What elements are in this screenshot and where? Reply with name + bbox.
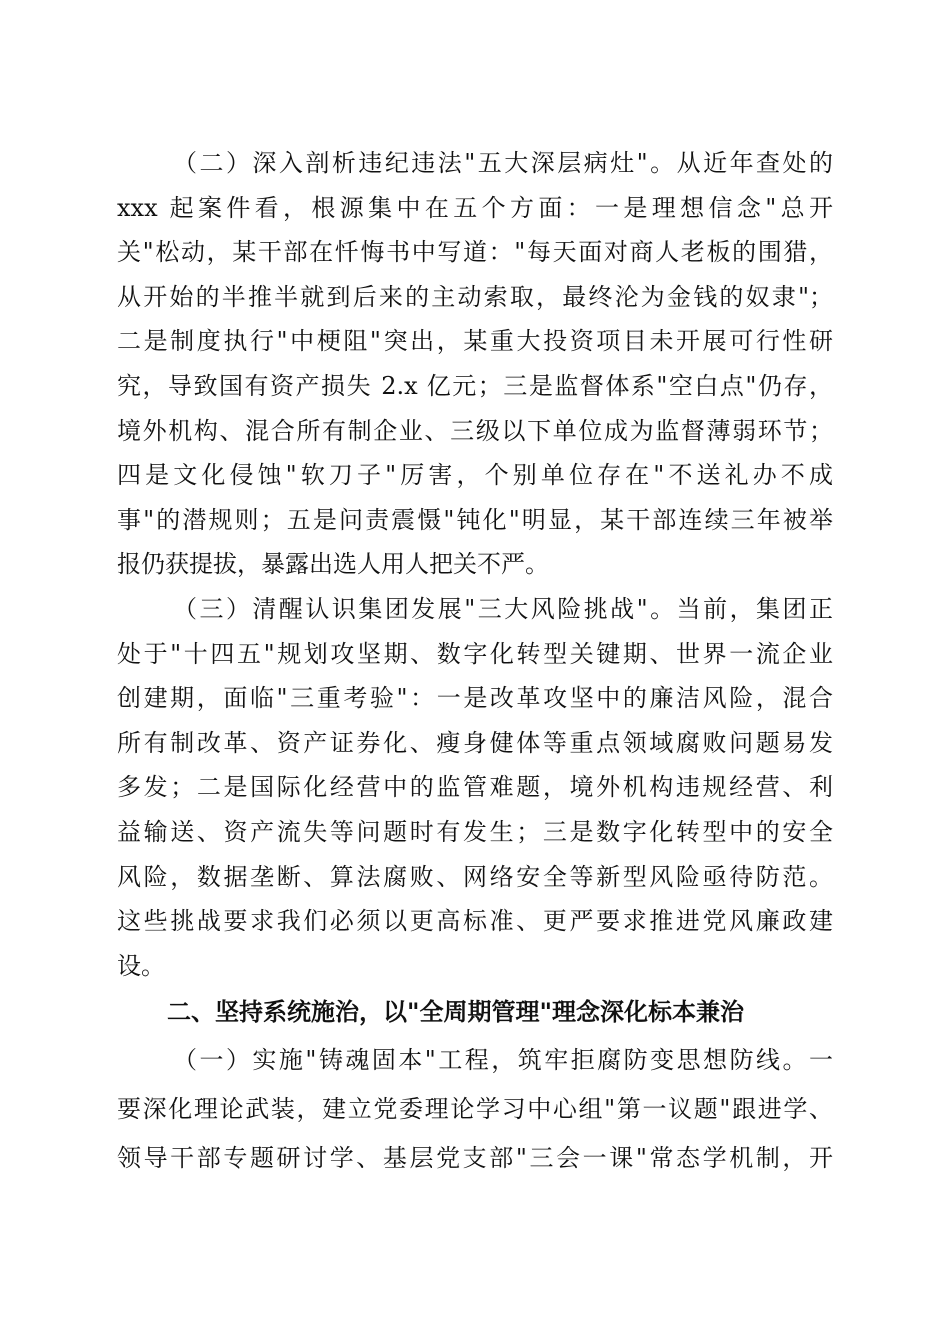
text-line: 从开始的半推半就到后来的主动索取，最终沦为金钱的奴隶"；: [117, 283, 833, 311]
text-line: 二是制度执行"中梗阻"突出，某重大投资项目未开展可行性研: [117, 327, 833, 355]
text-line: 事"的潜规则；五是问责震慑"钝化"明显，某干部连续三年被举: [117, 506, 833, 534]
section-heading: 二、坚持系统施治，以"全周期管理"理念深化标本兼治: [167, 998, 745, 1026]
text-line: 设。: [117, 952, 165, 980]
text-line: 境外机构、混合所有制企业、三级以下单位成为监督薄弱环节；: [117, 417, 833, 445]
text-line: 要深化理论武装，建立党委理论学习中心组"第一议题"跟进学、: [117, 1095, 833, 1123]
text-line: 创建期，面临"三重考验"：一是改革攻坚中的廉洁风险，混合: [117, 684, 833, 712]
text-line: 所有制改革、资产证券化、瘦身健体等重点领域腐败问题易发: [117, 729, 833, 757]
text-line: （一）实施"铸魂固本"工程，筑牢拒腐防变思想防线。一: [173, 1046, 833, 1074]
text-line: xxx 起案件看，根源集中在五个方面：一是理想信念"总开: [117, 194, 833, 222]
text-line: （二）深入剖析违纪违法"五大深层病灶"。从近年查处的: [173, 149, 833, 177]
text-line: 关"松动，某干部在忏悔书中写道："每天面对商人老板的围猎，: [117, 238, 833, 266]
text-line: 报仍获提拔，暴露出选人用人把关不严。: [117, 550, 549, 578]
text-line: 领导干部专题研讨学、基层党支部"三会一课"常态学机制，开: [117, 1144, 833, 1172]
text-line: 四是文化侵蚀"软刀子"厉害，个别单位存在"不送礼办不成: [117, 461, 833, 489]
text-line: 风险，数据垄断、算法腐败、网络安全等新型风险亟待防范。: [117, 863, 833, 891]
text-line: （三）清醒认识集团发展"三大风险挑战"。当前，集团正: [173, 595, 833, 623]
text-line: 这些挑战要求我们必须以更高标准、更严要求推进党风廉政建: [117, 907, 833, 935]
text-line: 究，导致国有资产损失 2.x 亿元；三是监督体系"空白点"仍存，: [117, 372, 833, 400]
text-line: 多发；二是国际化经营中的监管难题，境外机构违规经营、利: [117, 773, 833, 801]
text-line: 益输送、资产流失等问题时有发生；三是数字化转型中的安全: [117, 818, 833, 846]
text-line: 处于"十四五"规划攻坚期、数字化转型关键期、世界一流企业: [117, 640, 833, 668]
